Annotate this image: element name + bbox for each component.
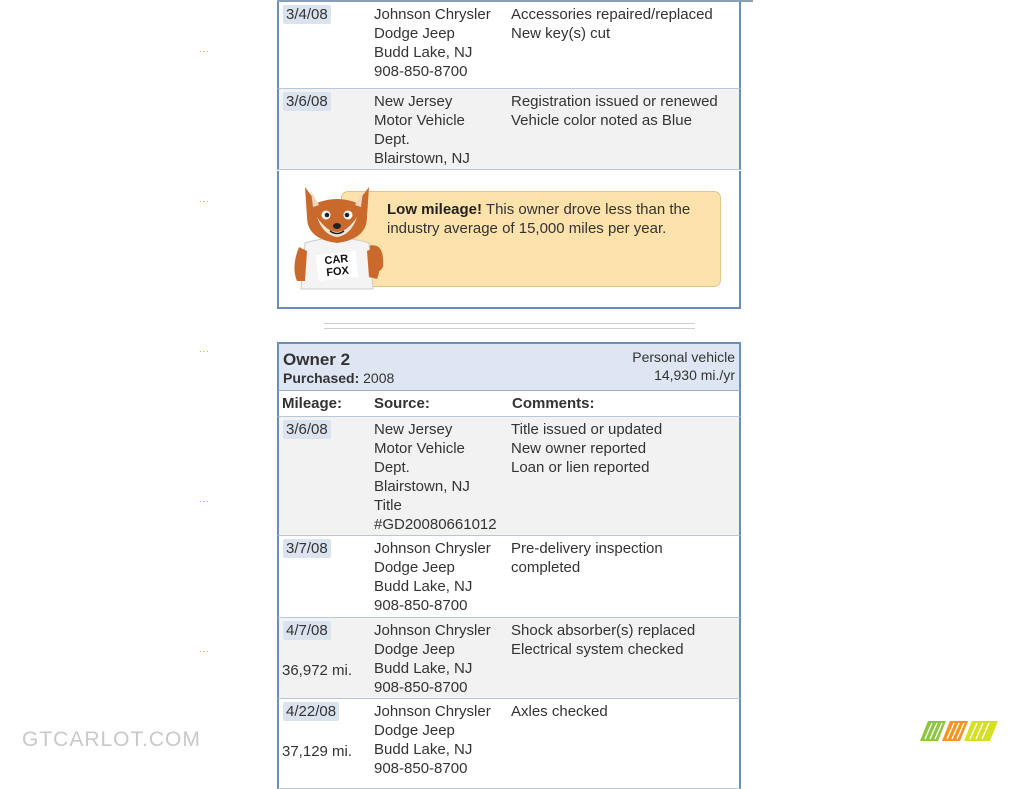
comment-line: Axles checked: [511, 703, 608, 720]
record-date-cell: [279, 420, 373, 533]
record-comments: [511, 420, 739, 533]
callout-bubble: [341, 191, 721, 287]
comment-line: completed: [511, 559, 581, 576]
purchased-year: 2008: [363, 370, 395, 386]
source-phone[interactable]: 908-850-8700: [374, 760, 468, 777]
source-line: Blairstown, NJ: [374, 478, 470, 495]
source-phone[interactable]: 908-850-8700: [374, 679, 468, 696]
history-row: [277, 618, 741, 699]
comment-line: Loan or lien reported: [511, 459, 650, 476]
record-source: [373, 621, 511, 696]
record-date-cell: [279, 621, 373, 696]
source-line: Dodge Jeep: [374, 641, 455, 658]
source-line: New Jersey: [374, 421, 453, 438]
source-line: Budd Lake, NJ: [374, 660, 473, 677]
comment-line: New key(s) cut: [511, 25, 611, 42]
record-date: 3/7/08: [283, 539, 331, 558]
vehicle-type: Personal vehicle: [632, 349, 735, 365]
brand-stripes-logo-icon: [920, 721, 998, 741]
comment-line: Electrical system checked: [511, 641, 684, 658]
source-line: Dept.: [374, 131, 410, 148]
record-date-cell: [279, 702, 373, 786]
source-line: Dodge Jeep: [374, 25, 455, 42]
history-row: [277, 417, 741, 536]
source-line: Motor Vehicle: [374, 440, 465, 457]
owner-header: [277, 342, 741, 391]
title-number: #GD20080661012: [374, 516, 497, 533]
history-row: [277, 89, 741, 170]
column-header-comments: Comments:: [512, 395, 595, 412]
record-mileage: 37,129 mi.: [282, 743, 353, 760]
history-row: [277, 2, 741, 89]
section-divider: [324, 323, 695, 329]
side-marker: ...: [199, 194, 210, 204]
source-line: New Jersey: [374, 93, 453, 110]
comment-line: Title issued or updated: [511, 421, 663, 438]
side-marker: ...: [199, 344, 210, 354]
low-mileage-callout: [277, 171, 741, 309]
source-line: Johnson Chrysler: [374, 703, 491, 720]
carfox-mascot-icon: [287, 177, 387, 289]
source-line: Johnson Chrysler: [374, 622, 491, 639]
record-source: [373, 702, 511, 786]
side-marker: ...: [199, 494, 210, 504]
carfox-badge-line1: CAR: [323, 252, 349, 268]
record-date: 3/6/08: [283, 92, 331, 111]
record-date-cell: [279, 5, 373, 86]
source-line: Motor Vehicle: [374, 112, 465, 129]
source-line: Johnson Chrysler: [374, 540, 491, 557]
record-date-cell: [279, 539, 373, 615]
side-marker: ...: [199, 644, 210, 654]
record-date: 4/7/08: [283, 621, 331, 640]
source-phone[interactable]: 908-850-8700: [374, 63, 468, 80]
source-line: Dodge Jeep: [374, 722, 455, 739]
purchased-label: Purchased:: [283, 370, 360, 386]
record-comments: [511, 92, 739, 167]
record-source: [373, 5, 511, 86]
gtcarlot-watermark: GTCARLOT.COM: [22, 728, 201, 751]
carfox-badge-line2: FOX: [325, 264, 350, 280]
history-row: [277, 536, 741, 618]
record-date: 4/22/08: [283, 702, 339, 721]
record-comments: [511, 5, 739, 86]
record-date: 3/6/08: [283, 420, 331, 439]
record-date: 3/4/08: [283, 5, 331, 24]
comment-line: Shock absorber(s) replaced: [511, 622, 696, 639]
comment-line: Accessories repaired/replaced: [511, 6, 713, 23]
comment-line: Pre-delivery inspection: [511, 540, 663, 557]
history-row: [277, 699, 741, 789]
owner1-history-table: [277, 2, 741, 170]
comment-line: Registration issued or renewed: [511, 93, 718, 110]
source-phone[interactable]: 908-850-8700: [374, 597, 468, 614]
callout-headline: Low mileage!: [387, 201, 483, 218]
source-line: Budd Lake, NJ: [374, 578, 473, 595]
source-line: Dept.: [374, 459, 410, 476]
record-source: [373, 92, 511, 167]
side-marker: ...: [199, 44, 210, 54]
comment-line: New owner reported: [511, 440, 647, 457]
source-line: Budd Lake, NJ: [374, 741, 473, 758]
source-line: Dodge Jeep: [374, 559, 455, 576]
record-date-cell: [279, 92, 373, 167]
source-line: Budd Lake, NJ: [374, 44, 473, 61]
comment-line: Vehicle color noted as Blue: [511, 112, 692, 129]
source-line: Johnson Chrysler: [374, 6, 491, 23]
owner-title: Owner 2: [283, 350, 351, 369]
record-comments: [511, 539, 739, 615]
owner2-history-table: [277, 417, 741, 789]
callout-text: This owner drove less than the industry average of 15,000 miles per year.: [387, 201, 691, 237]
record-mileage: 36,972 mi.: [282, 662, 353, 679]
owner-purchased: [283, 370, 394, 386]
owner-usage: [632, 348, 735, 384]
record-comments: [511, 621, 739, 696]
miles-per-year: 14,930 mi./yr: [654, 367, 735, 383]
record-source: [373, 539, 511, 615]
column-header-source: Source:: [374, 395, 430, 412]
column-header-row: [277, 391, 741, 417]
column-header-mileage: Mileage:: [282, 395, 343, 412]
record-source: [373, 420, 511, 533]
source-line: Title: [374, 497, 402, 514]
record-comments: [511, 702, 739, 786]
source-line: Blairstown, NJ: [374, 150, 470, 167]
